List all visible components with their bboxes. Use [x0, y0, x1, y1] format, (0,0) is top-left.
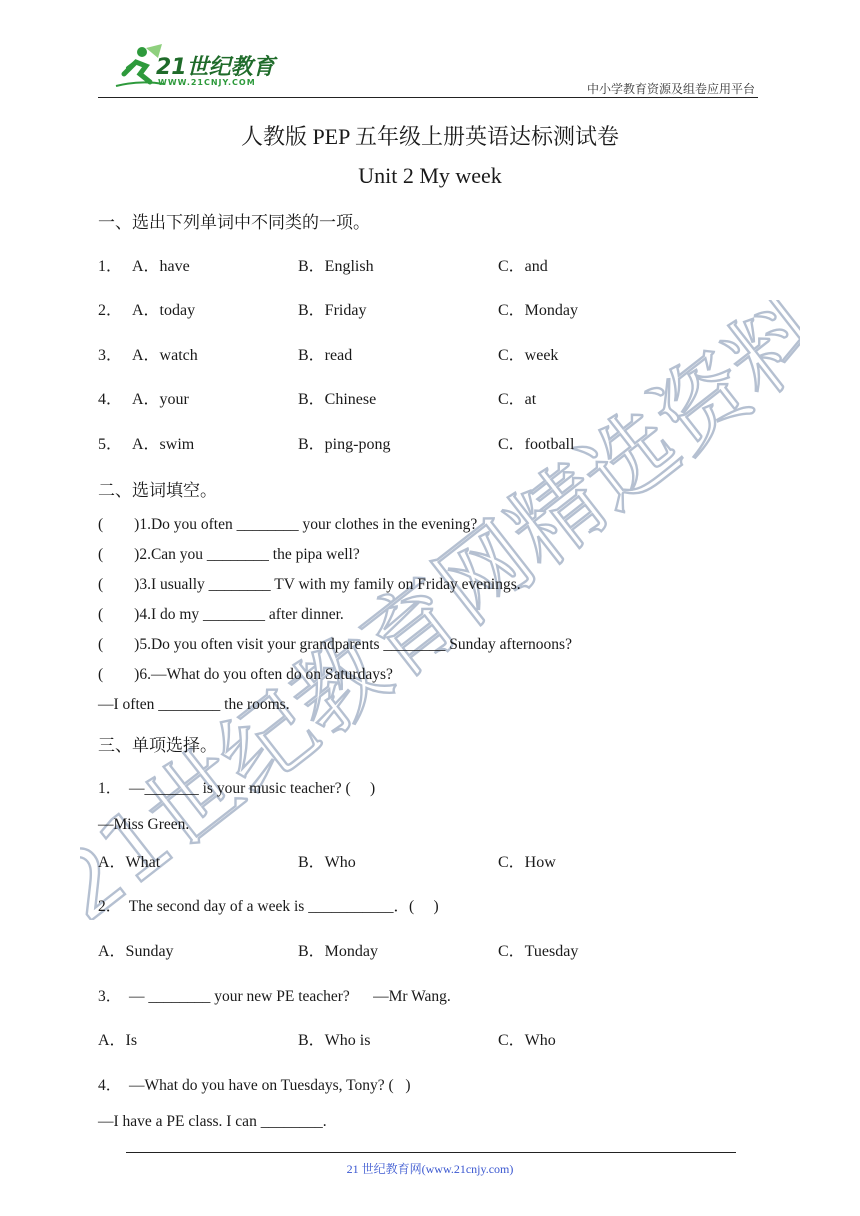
option-c: C．Monday — [498, 302, 579, 319]
fill-blank-line: ( )4.I do my ________ after dinner. — [98, 606, 344, 623]
footer-link[interactable]: 21 世纪教育网(www.21cnjy.com) — [346, 1162, 514, 1176]
section-3-heading: 三、单项选择。 — [98, 736, 217, 756]
option-a: A．today — [132, 302, 196, 319]
logo-text: 21世纪教育 — [156, 55, 275, 80]
page-subtitle: Unit 2 My week — [358, 163, 502, 188]
option-b: B．Friday — [298, 302, 367, 319]
fill-blank-line: ( )3.I usually ________ TV with my family on Friday evenings. — [98, 576, 521, 593]
option-c: C．Who — [498, 1032, 556, 1049]
option-b: B．Chinese — [298, 391, 377, 408]
option-b: B．Who is — [298, 1032, 371, 1049]
option-b: B．ping-pong — [298, 436, 391, 453]
fill-blank-line: ( )6.—What do you often do on Saturdays? — [98, 666, 393, 683]
option-b: B．English — [298, 258, 374, 275]
option-c: C．Tuesday — [498, 943, 579, 960]
section-1-heading: 一、选出下列单词中不同类的一项。 — [98, 213, 370, 233]
option-b: B．Who — [298, 854, 356, 871]
option-b: B．Monday — [298, 943, 379, 960]
option-c: C．at — [498, 391, 537, 408]
fill-blank-line: ( )1.Do you often ________ your clothes in the evening? — [98, 516, 478, 533]
option-a: A．have — [132, 258, 190, 275]
option-b: B．read — [298, 347, 353, 364]
option-c: C．football — [498, 436, 575, 453]
option-c: C．week — [498, 347, 559, 364]
question-number: 5． — [98, 436, 123, 453]
header-divider — [98, 97, 758, 98]
question-number: 3． — [98, 347, 123, 364]
mc-question-3: 3． — ________ your new PE teacher? —Mr Wang. — [98, 988, 451, 1005]
mc-question-4: 4． —What do you have on Tuesdays, Tony? ( ) — [98, 1077, 411, 1094]
option-a: A．Sunday — [98, 943, 174, 960]
option-a: A．your — [132, 391, 189, 408]
mc-options-3 — [98, 1027, 778, 1049]
mc-question-1: 1． —_______ is your music teacher? ( ) — [98, 780, 376, 797]
page-title: 人教版 PEP 五年级上册英语达标测试卷 — [240, 124, 620, 149]
mc-options-2 — [98, 938, 778, 960]
section-2-heading: 二、选词填空。 — [98, 481, 217, 501]
option-a: A．watch — [132, 347, 198, 364]
fill-blank-line: ( )5.Do you often visit your grandparents ________ Sunday afternoons? — [98, 636, 572, 653]
footer-divider — [126, 1152, 736, 1153]
question-number: 2． — [98, 302, 123, 319]
option-a: A．Is — [98, 1032, 138, 1049]
question-number: 1． — [98, 258, 123, 275]
site-logo — [110, 44, 280, 90]
mc-answer-1: —Miss Green. — [98, 816, 190, 833]
mc-options-1 — [98, 849, 778, 871]
header-platform-text: 中小学教育资源及组卷应用平台 — [586, 82, 755, 96]
question-row — [98, 342, 778, 364]
logo-url: WWW.21CNJY.COM — [158, 78, 256, 87]
fill-blank-line: ( )2.Can you ________ the pipa well? — [98, 546, 360, 563]
option-c: C．and — [498, 258, 548, 275]
question-row — [98, 431, 778, 453]
option-a: A．swim — [132, 436, 195, 453]
option-a: A．What — [98, 854, 161, 871]
mc-answer-4: —I have a PE class. I can ________. — [98, 1113, 327, 1130]
question-number: 4． — [98, 391, 123, 408]
question-row — [98, 297, 778, 319]
option-c: C．How — [498, 854, 556, 871]
question-row — [98, 253, 778, 275]
watermark-text: 21世纪教育网精选资料 — [80, 300, 800, 920]
mc-question-2: 2． The second day of a week is ___________．( ) — [98, 898, 439, 915]
fill-blank-line: —I often ________ the rooms. — [98, 696, 290, 713]
question-row — [98, 386, 778, 408]
